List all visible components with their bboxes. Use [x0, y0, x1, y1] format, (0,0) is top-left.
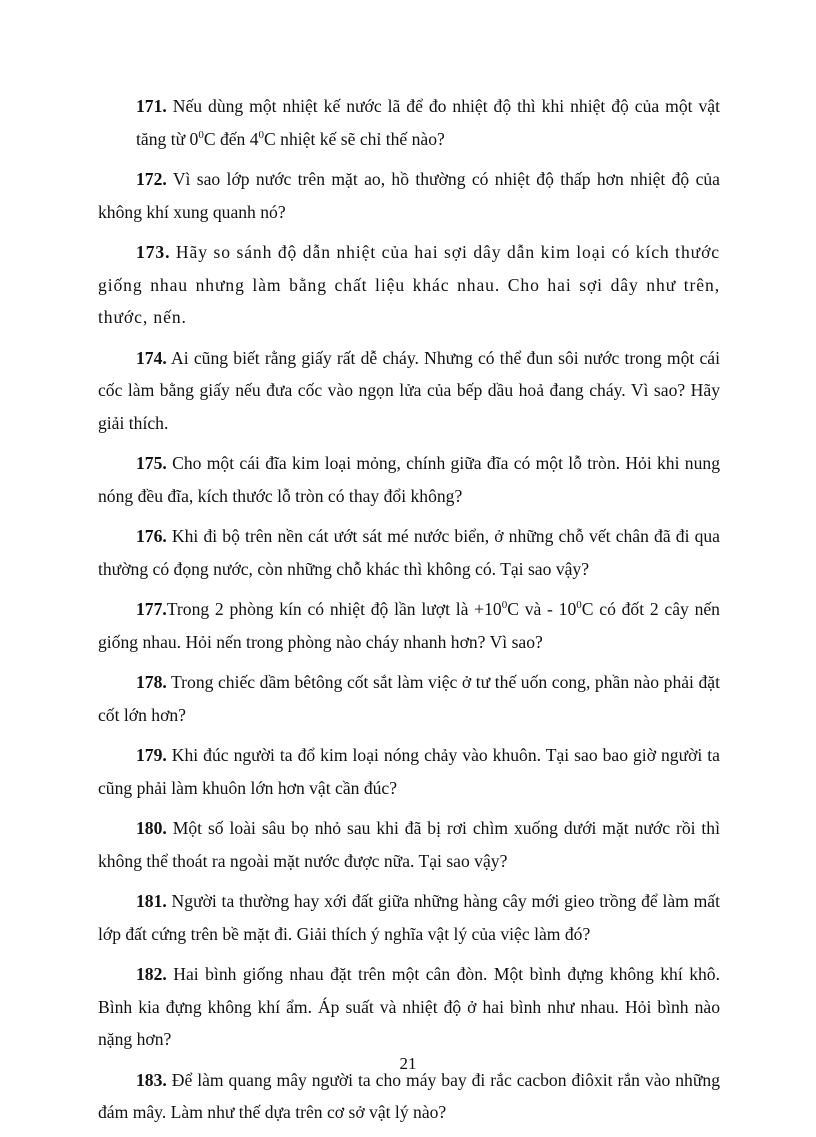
question-number: 171.: [136, 96, 167, 116]
question-number: 175.: [136, 453, 167, 473]
question-number: 173.: [136, 242, 171, 262]
question-text: Nếu dùng một nhiệt kế nước lã để đo nhiệt độ thì khi nhiệt độ của một vật tăng từ 0: [136, 96, 720, 149]
question-175: [98, 447, 720, 512]
superscript: 0: [576, 599, 582, 612]
question-text: Vì sao lớp nước trên mặt ao, hồ thường có nhiệt độ thấp hơn nhiệt độ của không khí xung quanh nó?: [98, 169, 720, 222]
question-182: [98, 958, 720, 1056]
question-177: [98, 593, 720, 658]
question-list: [98, 90, 720, 1137]
question-text: Trong chiếc dầm bêtông cốt sắt làm việc ở tư thế uốn cong, phần nào phải đặt cốt lớn hơn?: [98, 672, 720, 725]
question-number: 177.: [136, 599, 167, 619]
question-171: [98, 90, 720, 155]
question-text: Khi đúc người ta đổ kim loại nóng chảy vào khuôn. Tại sao bao giờ người ta cũng phải làm khuôn lớn hơn vật cần đúc?: [98, 745, 720, 798]
question-number: 178.: [136, 672, 167, 692]
question-text: C nhiệt kế sẽ chỉ thế nào?: [264, 128, 445, 149]
question-178: [98, 666, 720, 731]
question-text: Khi đi bộ trên nền cát ướt sát mé nước biển, ở những chỗ vết chân đã đi qua thường có đọng nước, còn những chỗ khác thì không có. Tại sao vậy?: [98, 526, 720, 579]
question-text: Người ta thường hay xới đất giữa những hàng cây mới gieo trồng để làm mất lớp đất cứng trên bề mặt đi. Giải thích ý nghĩa vật lý của việc làm đó?: [98, 891, 720, 944]
question-text: Một số loài sâu bọ nhỏ sau khi đã bị rơi chìm xuống dưới mặt nước rồi thì không thể thoát ra ngoài mặt nước được nữa. Tại sao vậy?: [98, 818, 720, 871]
question-173: [98, 236, 720, 334]
question-176: [98, 520, 720, 585]
question-text: Cho một cái đĩa kim loại mỏng, chính giữa đĩa có một lỗ tròn. Hỏi khi nung nóng đều đĩa, kích thước lỗ tròn có thay đổi không?: [98, 453, 720, 506]
question-text: C có đốt 2 cây nến giống nhau. Hỏi nến trong phòng nào cháy nhanh hơn? Vì sao?: [98, 599, 720, 652]
page-number: 21: [399, 1054, 417, 1073]
question-number: 183.: [136, 1069, 167, 1090]
question-number: 179.: [136, 745, 167, 765]
superscript: 0: [198, 128, 204, 141]
question-number: 172.: [136, 169, 167, 189]
question-180: [98, 812, 720, 877]
question-text: Trong 2 phòng kín có nhiệt độ lần lượt là +10: [166, 599, 502, 619]
question-text: Ai cũng biết rằng giấy rất dễ cháy. Nhưng có thể đun sôi nước trong một cái cốc làm bằng giấy nếu đưa cốc vào ngọn lửa của bếp dầu hoả đang cháy. Vì sao? Hãy giải thích.: [98, 347, 720, 433]
question-text: Hãy so sánh độ dẫn nhiệt của hai sợi dây dẫn kim loại có kích thước giống nhau nhưng làm bằng chất liệu khác nhau. Cho hai sợi dây như trên, thước, nến.: [98, 242, 720, 327]
superscript: 0: [258, 128, 265, 141]
question-174: [98, 342, 720, 440]
question-text: C đến 4: [203, 128, 259, 149]
question-181: [98, 885, 720, 950]
question-179: [98, 739, 720, 804]
question-number: 180.: [136, 818, 167, 838]
question-172: [98, 163, 720, 228]
question-number: 181.: [136, 891, 167, 911]
question-text: Hai bình giống nhau đặt trên một cân đòn. Một bình đựng không khí khô. Bình kia đựng không khí ẩm. Áp suất và nhiệt độ ở hai bình như nhau. Hỏi bình nào nặng hơn?: [98, 964, 720, 1049]
question-text: C và - 10: [507, 599, 577, 619]
question-number: 182.: [136, 964, 167, 984]
superscript: 0: [501, 599, 508, 612]
question-number: 174.: [136, 347, 167, 368]
question-text: Để làm quang mây người ta cho máy bay đi rắc cacbon điôxit rắn vào những đám mây. Làm như thế dựa trên cơ sở vật lý nào?: [98, 1069, 720, 1122]
question-number: 176.: [136, 526, 167, 546]
